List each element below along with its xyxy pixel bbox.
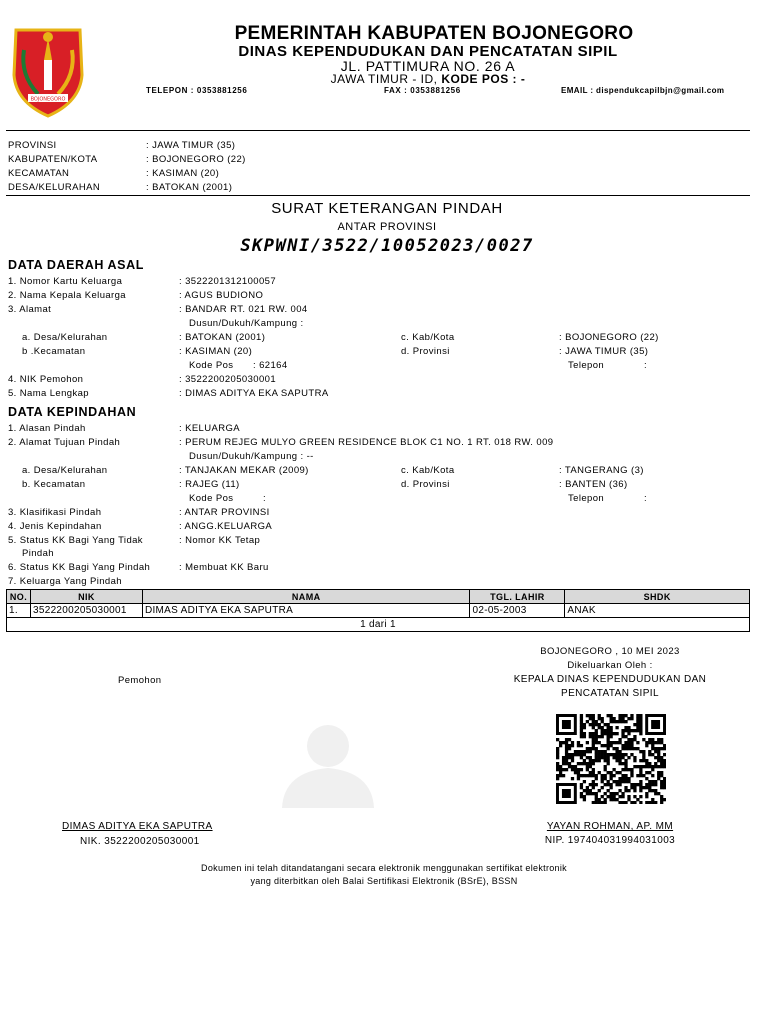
table-footer-row — [7, 618, 750, 632]
footer-line-2: yang diterbitkan oleh Balai Sertifikasi Elektronik (BSrE), BSSN — [250, 876, 518, 886]
pindah-row-label: 5. Status KK Bagi Yang Tidak — [8, 535, 143, 546]
header-telepon: TELEPON : 0353881256 — [146, 86, 248, 95]
asal-kec-value: : KASIMAN (20) — [179, 346, 253, 357]
asal-row-value: : DIMAS ADITYA EKA SAPUTRA — [179, 388, 329, 399]
asal-kab-value: : BOJONEGORO (22) — [559, 332, 659, 343]
asal-row-label: 3. Alamat — [8, 304, 52, 315]
asal-desa-label: a. Desa/Kelurahan — [22, 332, 108, 343]
asal-telepon-value: : — [644, 360, 648, 371]
table-header: SHDK — [565, 590, 750, 604]
pindah-row-label: 4. Jenis Kepindahan — [8, 521, 102, 532]
pindah-row-value: : PERUM REJEG MULYO GREEN RESIDENCE BLOK C1 NO. 1 RT. 018 RW. 009 — [179, 437, 554, 448]
pindah-row-label-cont: Pindah — [22, 548, 54, 559]
pindah-prov-label: d. Provinsi — [401, 479, 450, 490]
family-table — [6, 589, 750, 632]
section-heading-kepindahan: DATA KEPINDAHAN — [8, 405, 137, 419]
header-line-2: DINAS KEPENDUDUKAN DAN PENCATATAN SIPIL — [238, 43, 618, 60]
pindah-row-value: : ANGG.KELUARGA — [179, 521, 273, 532]
pindah-row-value: : Membuat KK Baru — [179, 562, 269, 573]
pindah-row-value: : KELUARGA — [179, 423, 241, 434]
applicant-photo-placeholder — [282, 722, 374, 808]
asal-prov-value: : JAWA TIMUR (35) — [559, 346, 649, 357]
pemohon-label: Pemohon — [118, 675, 162, 686]
table-row — [7, 604, 750, 618]
header-postcode: KODE POS : - — [441, 72, 526, 86]
table-cell: DIMAS ADITYA EKA SAPUTRA — [142, 604, 470, 618]
table-cell: 3522200205030001 — [30, 604, 142, 618]
official-name: YAYAN ROHMAN, AP. MM — [546, 821, 674, 832]
pindah-kodepos-value: : — [263, 493, 267, 504]
official-title-1: KEPALA DINAS KEPENDUDUKAN DAN — [513, 674, 707, 685]
document-number: SKPWNI/3522/10052023/0027 — [240, 236, 534, 256]
footer-line-1: Dokumen ini telah ditandatangani secara elektronik menggunakan sertifikat elektronik — [201, 863, 567, 873]
pindah-telepon-value: : — [644, 493, 648, 504]
pemohon-name: DIMAS ADITYA EKA SAPUTRA — [62, 821, 213, 832]
asal-kodepos-label: Kode Pos — [189, 360, 234, 371]
header-email: EMAIL : dispendukcapilbjn@gmail.com — [561, 86, 725, 95]
pindah-row-label: 2. Alamat Tujuan Pindah — [8, 437, 121, 448]
qr-code — [556, 714, 666, 804]
asal-row-value: : 3522201312100057 — [179, 276, 277, 287]
table-header: TGL. LAHIR — [470, 590, 565, 604]
pindah-row-value: : ANTAR PROVINSI — [179, 507, 270, 518]
table-header: NAMA — [142, 590, 470, 604]
asal-row-label: 5. Nama Lengkap — [8, 388, 89, 399]
table-header: NIK — [30, 590, 142, 604]
asal-row-label: 1. Nomor Kartu Keluarga — [8, 276, 123, 287]
pindah-desa-label: a. Desa/Kelurahan — [22, 465, 108, 476]
header-divider — [6, 130, 750, 131]
region-value: : JAWA TIMUR (35) — [146, 140, 236, 151]
region-label: DESA/KELURAHAN — [8, 182, 101, 193]
table-header: NO. — [7, 590, 31, 604]
issue-date: BOJONEGORO , 10 MEI 2023 — [540, 646, 680, 657]
svg-text:BOJONEGORO: BOJONEGORO — [30, 96, 66, 103]
asal-row-value: : AGUS BUDIONO — [179, 290, 264, 301]
header-line-1: PEMERINTAH KABUPATEN BOJONEGORO — [234, 23, 634, 44]
asal-row-value: : BANDAR RT. 021 RW. 004 — [179, 304, 308, 315]
header-address: JL. PATTIMURA NO. 26 A — [340, 58, 516, 74]
pindah-telepon-label: Telepon — [568, 493, 605, 504]
asal-row-label: 4. NIK Pemohon — [8, 374, 84, 385]
region-label: KABUPATEN/KOTA — [8, 154, 98, 165]
table-cell: 1. — [7, 604, 31, 618]
asal-desa-value: : BATOKAN (2001) — [179, 332, 266, 343]
region-value: : KASIMAN (20) — [146, 168, 220, 179]
document-subtitle: ANTAR PROVINSI — [337, 221, 437, 233]
asal-row-label: 2. Nama Kepala Keluarga — [8, 290, 126, 301]
pemohon-nik: NIK. 3522200205030001 — [80, 836, 200, 847]
document-title: SURAT KETERANGAN PINDAH — [271, 200, 503, 217]
pindah-row-label: 3. Klasifikasi Pindah — [8, 507, 102, 518]
pindah-prov-value: : BANTEN (36) — [559, 479, 628, 490]
pindah-row-label: 1. Alasan Pindah — [8, 423, 86, 434]
region-label: PROVINSI — [8, 140, 57, 151]
asal-prov-label: d. Provinsi — [401, 346, 450, 357]
asal-kodepos-value: : 62164 — [253, 360, 288, 371]
pindah-dusun: Dusun/Dukuh/Kampung : -- — [189, 451, 314, 462]
region-label: KECAMATAN — [8, 168, 70, 179]
header-region — [0, 72, 768, 86]
pindah-row-value: : Nomor KK Tetap — [179, 535, 261, 546]
table-header-row — [7, 590, 750, 604]
table-cell: 02-05-2003 — [470, 604, 565, 618]
asal-dusun: Dusun/Dukuh/Kampung : — [189, 318, 304, 329]
table-page-indicator: 1 dari 1 — [7, 618, 750, 632]
region-divider — [6, 195, 750, 196]
pindah-kec-value: : RAJEG (11) — [179, 479, 240, 490]
official-nip: NIP. 197404031994031003 — [544, 835, 676, 846]
region-value: : BOJONEGORO (22) — [146, 154, 246, 165]
section-heading-asal: DATA DAERAH ASAL — [8, 258, 144, 272]
pindah-row-label: 7. Keluarga Yang Pindah — [8, 576, 122, 587]
header-fax: FAX : 0353881256 — [384, 86, 461, 95]
table-cell: ANAK — [565, 604, 750, 618]
pindah-kab-label: c. Kab/Kota — [401, 465, 455, 476]
pindah-kab-value: : TANGERANG (3) — [559, 465, 644, 476]
header-region-text: JAWA TIMUR - ID, — [330, 72, 442, 86]
asal-kec-label: b .Kecamatan — [22, 346, 86, 357]
asal-telepon-label: Telepon — [568, 360, 605, 371]
pindah-kec-label: b. Kecamatan — [22, 479, 86, 490]
pindah-kodepos-label: Kode Pos — [189, 493, 234, 504]
issued-by-label: Dikeluarkan Oleh : — [567, 660, 653, 671]
official-title-2: PENCATATAN SIPIL — [561, 688, 659, 699]
region-value: : BATOKAN (2001) — [146, 182, 233, 193]
asal-kab-label: c. Kab/Kota — [401, 332, 455, 343]
pindah-row-label: 6. Status KK Bagi Yang Pindah — [8, 562, 151, 573]
pindah-desa-value: : TANJAKAN MEKAR (2009) — [179, 465, 309, 476]
asal-row-value: : 3522200205030001 — [179, 374, 277, 385]
